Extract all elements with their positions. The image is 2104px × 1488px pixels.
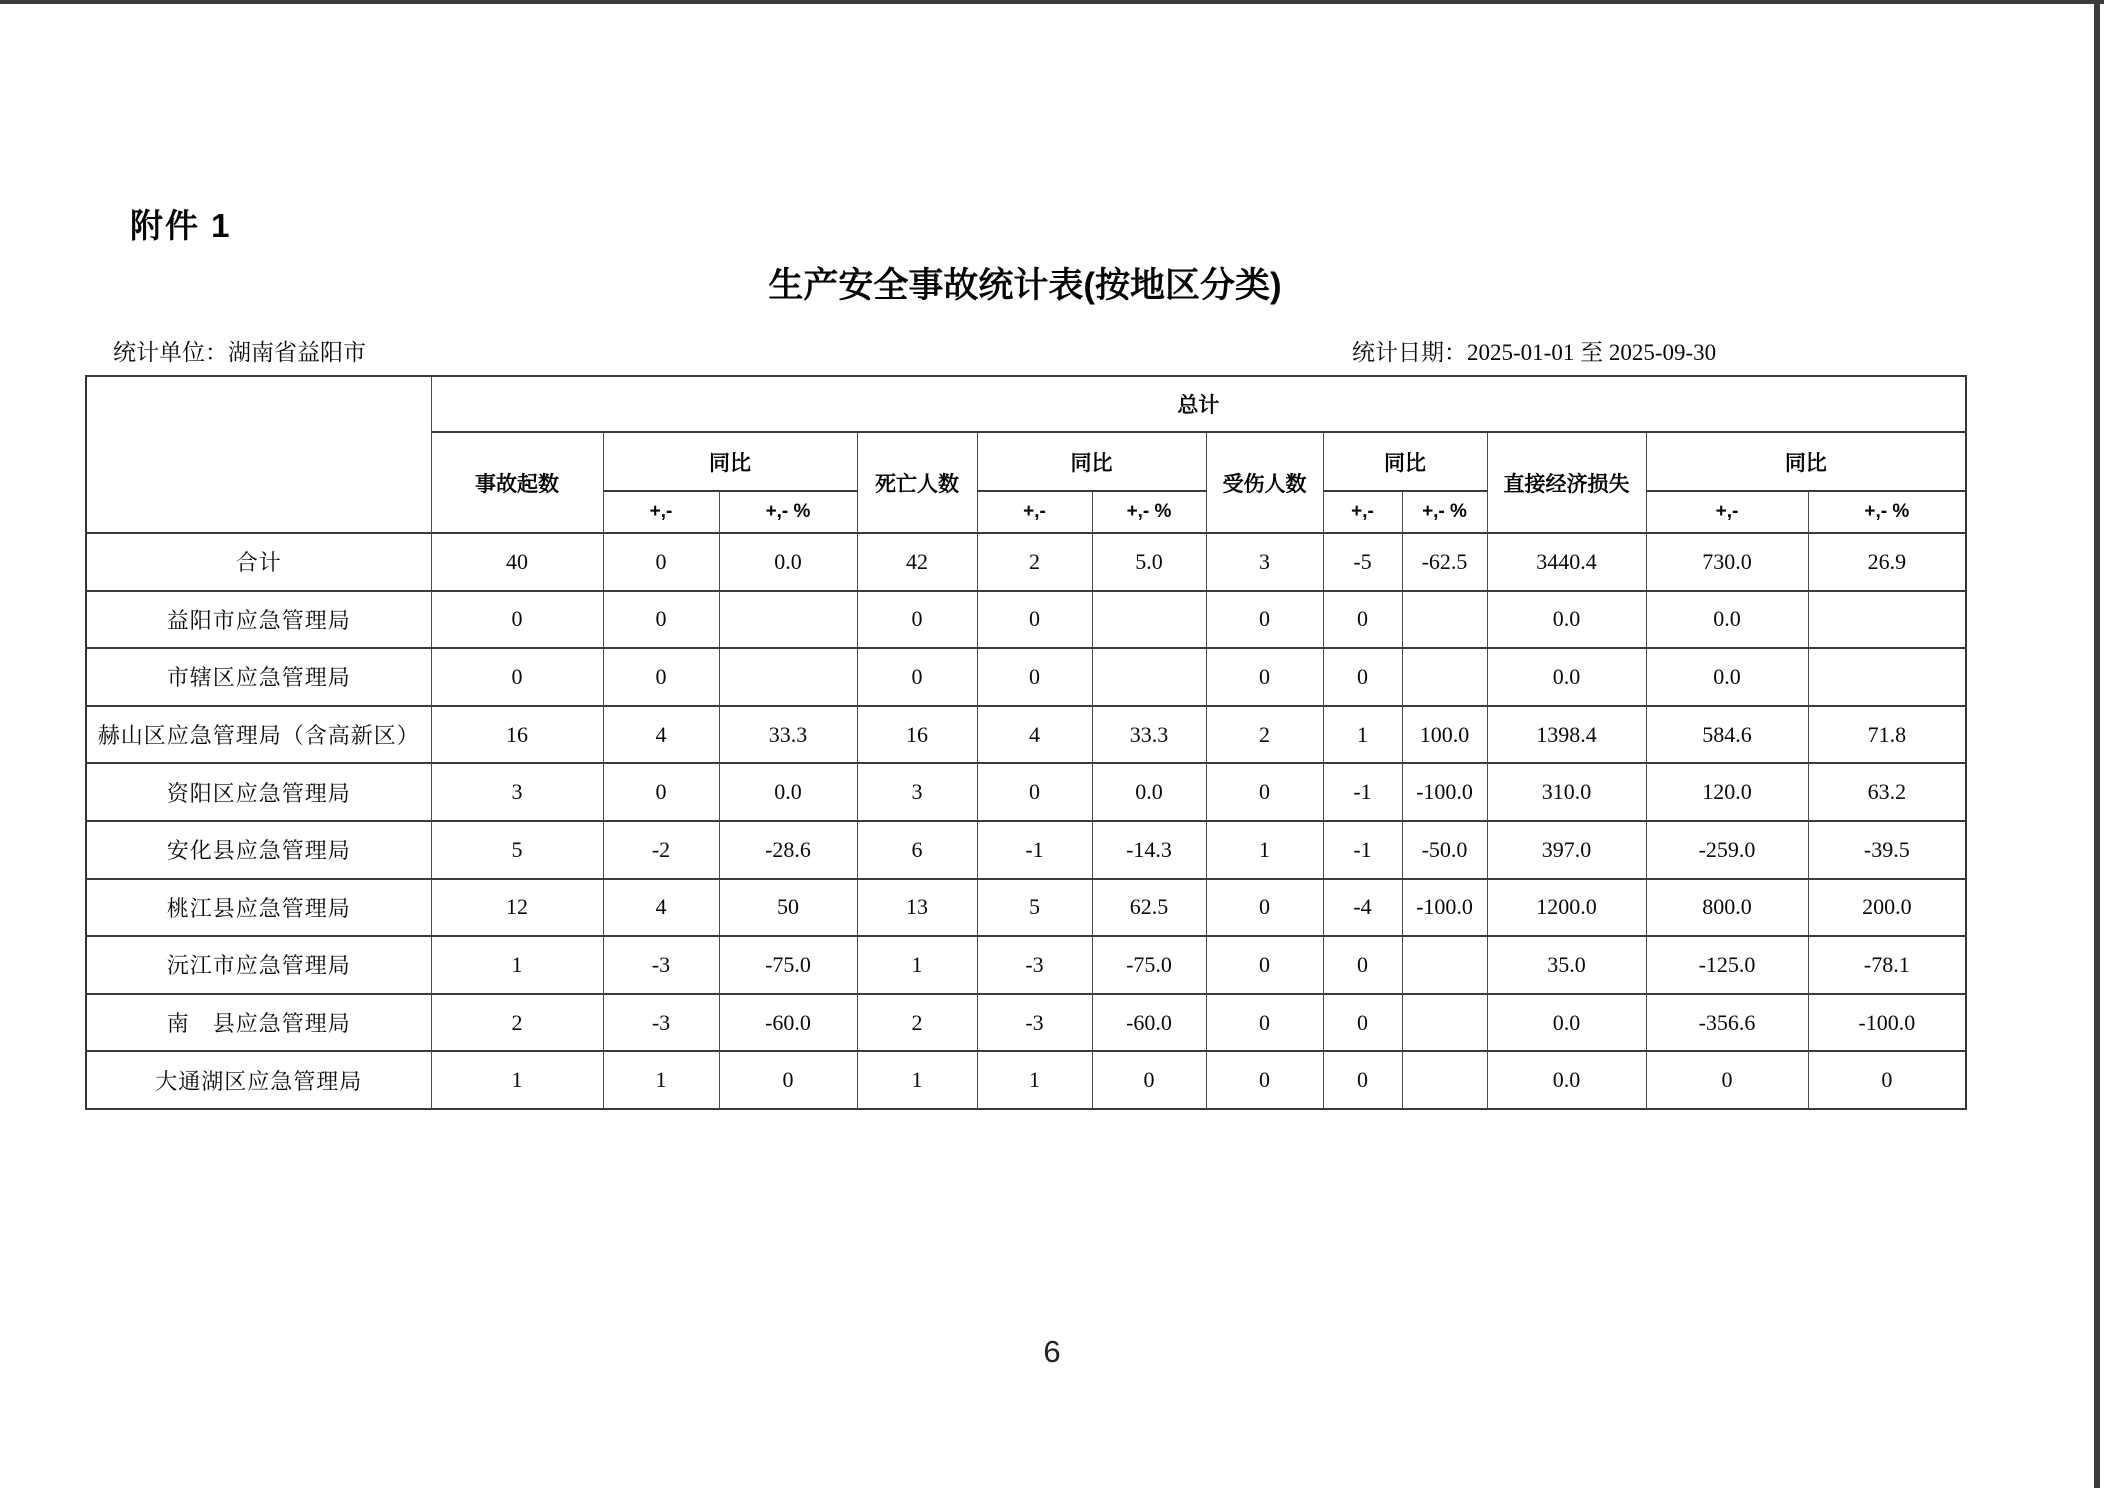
value-cell: 2: [857, 994, 977, 1052]
region-cell: 沅江市应急管理局: [86, 936, 431, 994]
header-plusminus-pct: +,- %: [1092, 491, 1206, 533]
region-cell: 资阳区应急管理局: [86, 763, 431, 821]
table-row: [86, 706, 1966, 764]
value-cell: 35.0: [1487, 936, 1646, 994]
value-cell: 3: [1206, 533, 1323, 591]
value-cell: 1: [603, 1051, 719, 1109]
stat-date-label: 统计日期：2025-01-01 至 2025-09-30: [1352, 340, 1717, 365]
value-cell: 0: [1206, 994, 1323, 1052]
value-cell: 12: [431, 879, 603, 937]
value-cell: 42: [857, 533, 977, 591]
value-cell: 310.0: [1487, 763, 1646, 821]
value-cell: 800.0: [1646, 879, 1808, 937]
attachment-label: 附件 1: [130, 207, 232, 244]
value-cell: 16: [431, 706, 603, 764]
value-cell: 0.0: [719, 533, 857, 591]
value-cell: 4: [603, 879, 719, 937]
value-cell: 62.5: [1092, 879, 1206, 937]
value-cell: [719, 648, 857, 706]
page-title: 生产安全事故统计表(按地区分类): [768, 266, 1282, 305]
header-plusminus-pct: +,- %: [1402, 491, 1487, 533]
value-cell: -125.0: [1646, 936, 1808, 994]
value-cell: 33.3: [719, 706, 857, 764]
header-yoy-loss: 同比: [1646, 432, 1966, 491]
value-cell: 200.0: [1808, 879, 1966, 937]
value-cell: 1398.4: [1487, 706, 1646, 764]
value-cell: 2: [431, 994, 603, 1052]
value-cell: -4: [1323, 879, 1402, 937]
value-cell: 0: [1808, 1051, 1966, 1109]
value-cell: -75.0: [719, 936, 857, 994]
value-cell: 0.0: [719, 763, 857, 821]
value-cell: [719, 591, 857, 649]
value-cell: 0: [1206, 1051, 1323, 1109]
region-cell: 桃江县应急管理局: [86, 879, 431, 937]
value-cell: -28.6: [719, 821, 857, 879]
value-cell: -60.0: [1092, 994, 1206, 1052]
header-total: 总计: [431, 376, 1966, 432]
value-cell: 3: [431, 763, 603, 821]
value-cell: 0: [1206, 879, 1323, 937]
value-cell: 26.9: [1808, 533, 1966, 591]
value-cell: [1092, 591, 1206, 649]
value-cell: -5: [1323, 533, 1402, 591]
header-plusminus: +,-: [977, 491, 1092, 533]
value-cell: 1: [857, 936, 977, 994]
value-cell: -75.0: [1092, 936, 1206, 994]
table-row: [86, 763, 1966, 821]
accident-statistics-table: [85, 375, 1967, 1110]
value-cell: 63.2: [1808, 763, 1966, 821]
value-cell: 397.0: [1487, 821, 1646, 879]
value-cell: 0: [1092, 1051, 1206, 1109]
value-cell: -1: [977, 821, 1092, 879]
value-cell: 50: [719, 879, 857, 937]
value-cell: 120.0: [1646, 763, 1808, 821]
value-cell: 1200.0: [1487, 879, 1646, 937]
value-cell: 0: [857, 591, 977, 649]
value-cell: 0: [857, 648, 977, 706]
region-cell: 益阳市应急管理局: [86, 591, 431, 649]
header-injuries: 受伤人数: [1206, 432, 1323, 533]
value-cell: [1808, 648, 1966, 706]
viewer-right-edge: [2094, 0, 2100, 1488]
value-cell: -100.0: [1402, 879, 1487, 937]
value-cell: 0.0: [1646, 648, 1808, 706]
table-row: [86, 533, 1966, 591]
value-cell: 1: [1206, 821, 1323, 879]
value-cell: -3: [977, 994, 1092, 1052]
value-cell: -1: [1323, 821, 1402, 879]
value-cell: -14.3: [1092, 821, 1206, 879]
value-cell: 730.0: [1646, 533, 1808, 591]
region-cell: 合计: [86, 533, 431, 591]
header-accident-count: 事故起数: [431, 432, 603, 533]
value-cell: -100.0: [1808, 994, 1966, 1052]
value-cell: 0.0: [1487, 648, 1646, 706]
header-deaths: 死亡人数: [857, 432, 977, 533]
value-cell: [1402, 1051, 1487, 1109]
value-cell: -62.5: [1402, 533, 1487, 591]
value-cell: 0: [1206, 763, 1323, 821]
region-cell: 市辖区应急管理局: [86, 648, 431, 706]
value-cell: -60.0: [719, 994, 857, 1052]
value-cell: 584.6: [1646, 706, 1808, 764]
value-cell: 0: [1323, 648, 1402, 706]
value-cell: [1402, 648, 1487, 706]
value-cell: -50.0: [1402, 821, 1487, 879]
value-cell: -3: [977, 936, 1092, 994]
value-cell: 3: [857, 763, 977, 821]
table-row: [86, 936, 1966, 994]
value-cell: 4: [603, 706, 719, 764]
value-cell: 0: [977, 763, 1092, 821]
page-number: 6: [1043, 1334, 1061, 1369]
viewer-top-edge: [0, 0, 2104, 4]
corner-cell: [86, 376, 431, 533]
header-plusminus: +,-: [1323, 491, 1402, 533]
value-cell: 40: [431, 533, 603, 591]
value-cell: 6: [857, 821, 977, 879]
value-cell: 0: [1206, 591, 1323, 649]
region-cell: 南 县应急管理局: [86, 994, 431, 1052]
value-cell: -259.0: [1646, 821, 1808, 879]
header-plusminus: +,-: [1646, 491, 1808, 533]
value-cell: 0.0: [1646, 591, 1808, 649]
value-cell: -100.0: [1402, 763, 1487, 821]
value-cell: 0: [1323, 1051, 1402, 1109]
value-cell: 2: [977, 533, 1092, 591]
value-cell: 4: [977, 706, 1092, 764]
value-cell: 5.0: [1092, 533, 1206, 591]
region-cell: 安化县应急管理局: [86, 821, 431, 879]
header-economic-loss: 直接经济损失: [1487, 432, 1646, 533]
header-plusminus: +,-: [603, 491, 719, 533]
value-cell: 100.0: [1402, 706, 1487, 764]
header-yoy-deaths: 同比: [977, 432, 1206, 491]
value-cell: 16: [857, 706, 977, 764]
value-cell: 0: [603, 763, 719, 821]
value-cell: 1: [431, 936, 603, 994]
region-cell: 赫山区应急管理局（含高新区）: [86, 706, 431, 764]
header-plusminus-pct: +,- %: [719, 491, 857, 533]
value-cell: [1402, 936, 1487, 994]
value-cell: 1: [857, 1051, 977, 1109]
value-cell: 0: [1206, 936, 1323, 994]
value-cell: 0: [431, 648, 603, 706]
value-cell: 2: [1206, 706, 1323, 764]
value-cell: 0: [719, 1051, 857, 1109]
value-cell: 0: [1206, 648, 1323, 706]
value-cell: 0: [1323, 591, 1402, 649]
value-cell: 0: [603, 533, 719, 591]
value-cell: 0.0: [1092, 763, 1206, 821]
value-cell: 0.0: [1487, 1051, 1646, 1109]
table-row: [86, 1051, 1966, 1109]
value-cell: 13: [857, 879, 977, 937]
value-cell: 0.0: [1487, 994, 1646, 1052]
value-cell: -3: [603, 994, 719, 1052]
value-cell: -2: [603, 821, 719, 879]
value-cell: -1: [1323, 763, 1402, 821]
value-cell: 5: [431, 821, 603, 879]
value-cell: 0: [1323, 936, 1402, 994]
table-row: [86, 648, 1966, 706]
value-cell: 0: [603, 591, 719, 649]
value-cell: 3440.4: [1487, 533, 1646, 591]
value-cell: -3: [603, 936, 719, 994]
value-cell: [1402, 994, 1487, 1052]
table-row: [86, 879, 1966, 937]
header-plusminus-pct: +,- %: [1808, 491, 1966, 533]
value-cell: 0: [977, 648, 1092, 706]
table-row: [86, 591, 1966, 649]
value-cell: 1: [431, 1051, 603, 1109]
value-cell: 0: [1323, 994, 1402, 1052]
value-cell: 0.0: [1487, 591, 1646, 649]
value-cell: 0: [977, 591, 1092, 649]
table-row: [86, 994, 1966, 1052]
value-cell: 5: [977, 879, 1092, 937]
value-cell: -356.6: [1646, 994, 1808, 1052]
header-yoy-injuries: 同比: [1323, 432, 1487, 491]
value-cell: 1: [977, 1051, 1092, 1109]
value-cell: [1808, 591, 1966, 649]
value-cell: 1: [1323, 706, 1402, 764]
value-cell: 0: [603, 648, 719, 706]
stat-unit-label: 统计单位：湖南省益阳市: [113, 340, 366, 365]
value-cell: 0: [1646, 1051, 1808, 1109]
value-cell: -78.1: [1808, 936, 1966, 994]
value-cell: 71.8: [1808, 706, 1966, 764]
value-cell: -39.5: [1808, 821, 1966, 879]
value-cell: 33.3: [1092, 706, 1206, 764]
header-yoy-accidents: 同比: [603, 432, 857, 491]
value-cell: [1092, 648, 1206, 706]
table-row: [86, 821, 1966, 879]
value-cell: [1402, 591, 1487, 649]
value-cell: 0: [431, 591, 603, 649]
region-cell: 大通湖区应急管理局: [86, 1051, 431, 1109]
